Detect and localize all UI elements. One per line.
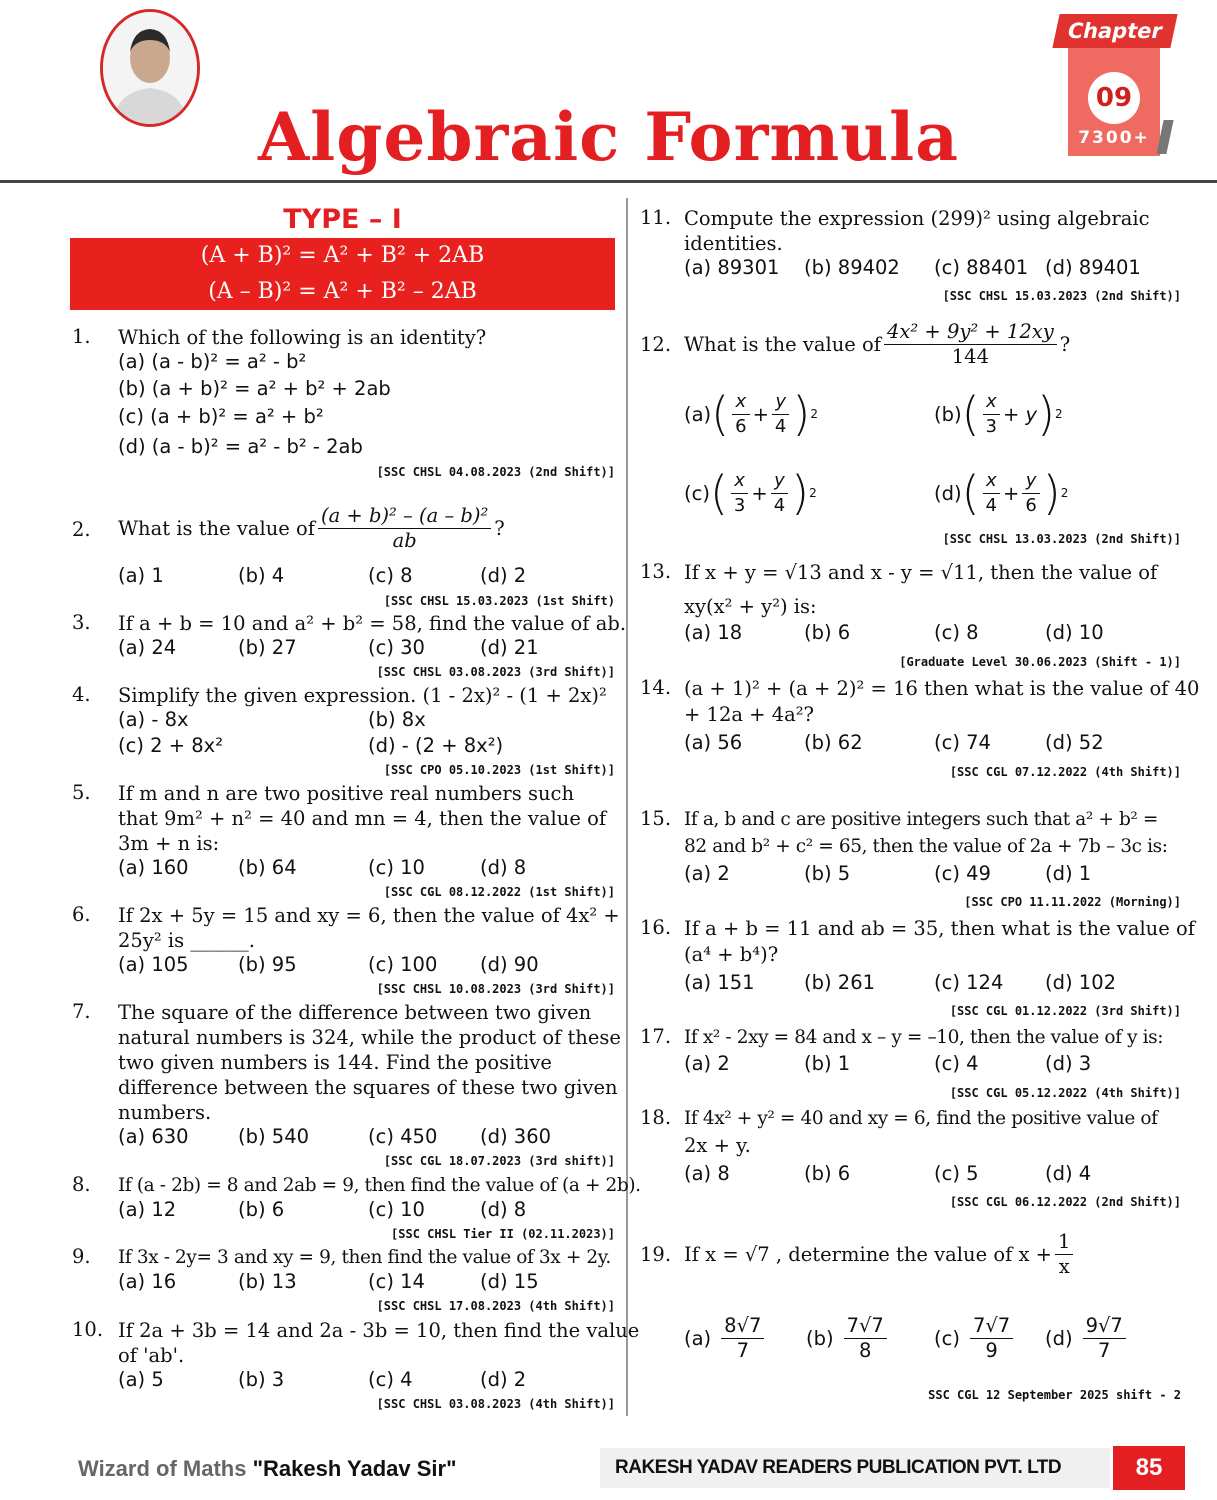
numerator: y — [772, 390, 789, 415]
question-text: that 9m² + n² = 40 and mn = 4, then the value of — [118, 807, 607, 830]
option-c — [934, 1310, 1016, 1366]
numerator: 7√7 — [844, 1314, 887, 1339]
question-prefix: What is the value of — [118, 516, 315, 540]
plus-sign: + — [751, 481, 768, 505]
denominator: 4 — [774, 415, 787, 437]
type-heading: TYPE – I — [283, 204, 402, 235]
exam-source: [SSC CGL 05.12.2022 (4th Shift)] — [949, 1086, 1181, 1100]
exponent: 2 — [1060, 486, 1069, 500]
exam-source: [SSC CHSL 17.08.2023 (4th Shift)] — [376, 1299, 615, 1313]
option-d — [934, 464, 1068, 522]
option-a: (a) 8 — [684, 1162, 730, 1185]
question-text: If m and n are two positive real numbers such — [118, 782, 575, 805]
option-c: (c) 8 — [934, 621, 979, 644]
question-text: If 2a + 3b = 14 and 2a - 3b = 10, then find the value — [118, 1319, 640, 1342]
question-count: 7300+ — [1078, 128, 1150, 148]
numerator: x — [983, 469, 1000, 494]
option-b: (b) 95 — [238, 953, 297, 976]
exam-source: [SSC CHSL 04.08.2023 (2nd Shift)] — [376, 465, 615, 479]
question-text: If (a - 2b) = 8 and 2ab = 9, then find the value of (a + 2b). — [118, 1175, 641, 1196]
question-text: + 12a + 4a²? — [684, 703, 815, 726]
numerator: 9√7 — [1083, 1314, 1126, 1339]
question-text: Simplify the given expression. (1 - 2x)² - (1 + 2x)² — [118, 684, 607, 707]
option-c: (c) 10 — [368, 1198, 425, 1221]
question-prefix: If x = √7 , determine the value of x + — [684, 1242, 1053, 1266]
option-d: (d) 2 — [480, 1368, 527, 1391]
question-text: (a + 1)² + (a + 2)² = 16 then what is the value of 40 — [684, 677, 1200, 700]
question-text: 25y² is ______. — [118, 929, 255, 952]
fraction — [983, 469, 1000, 518]
left-paren: ( — [711, 387, 730, 441]
option-b: (b) 6 — [804, 621, 851, 644]
numerator: 8√7 — [721, 1314, 764, 1339]
option-d: (d) 89401 — [1045, 256, 1141, 279]
question-text: (a⁴ + b⁴)? — [684, 943, 779, 966]
question-suffix: ? — [494, 516, 505, 540]
option-a: (a) 630 — [118, 1125, 189, 1148]
fraction — [1083, 1314, 1126, 1363]
footer-author: "Rakesh Yadav Sir" — [252, 1456, 457, 1481]
option-c: (c) 8 — [368, 564, 413, 587]
fraction — [1055, 1230, 1073, 1279]
numerator: 7√7 — [970, 1314, 1013, 1339]
exam-source: [SSC CGL 06.12.2022 (2nd Shift)] — [949, 1195, 1181, 1209]
option-a: (a) - 8x — [118, 708, 189, 731]
exam-source: [SSC CHSL 03.08.2023 (4th Shift)] — [376, 1397, 615, 1411]
question-text: 82 and b² + c² = 65, then the value of 2a + 7b – 3c is: — [684, 836, 1168, 857]
option-a: (a) 1 — [118, 564, 164, 587]
formula-line: (A – B)² = A² + B² – 2AB — [208, 279, 477, 304]
question-text: If a, b and c are positive integers such that a² + b² = — [684, 809, 1159, 830]
column-divider — [626, 198, 628, 1416]
question-text: natural numbers is 324, while the product of these — [118, 1026, 621, 1049]
option-d: (d) 10 — [1045, 621, 1104, 644]
option-a: (a) 151 — [684, 971, 755, 994]
question-prefix: What is the value of — [684, 332, 881, 356]
option-b: (b) 27 — [238, 636, 297, 659]
question-number: 17. — [640, 1025, 672, 1048]
right-paren: ) — [791, 466, 810, 520]
exam-source: [SSC CGL 08.12.2022 (1st Shift)] — [383, 885, 615, 899]
option-c: (c) 10 — [368, 856, 425, 879]
question-number: 5. — [72, 781, 91, 804]
fraction — [732, 390, 749, 439]
chapter-label: Chapter — [1052, 14, 1177, 48]
option-d: (d) 360 — [480, 1125, 552, 1148]
option-d: (d) 15 — [480, 1270, 539, 1293]
publisher-name: RAKESH YADAV READERS PUBLICATION PVT. LTD — [615, 1457, 1062, 1478]
exam-source: [SSC CHSL 03.08.2023 (3rd Shift)] — [376, 665, 615, 679]
option-b — [934, 385, 1063, 443]
option-a: (a) 18 — [684, 621, 743, 644]
exam-source: [SSC CPO 11.11.2022 (Morning)] — [964, 895, 1181, 909]
option-b: (b) (a + b)² = a² + b² + 2ab — [118, 377, 391, 400]
numerator: (a + b)² – (a – b)² — [318, 504, 491, 529]
right-paren: ) — [792, 387, 811, 441]
option-c: (c) 2 + 8x² — [118, 734, 224, 757]
question-number: 18. — [640, 1106, 672, 1129]
option-d: (d) 4 — [1045, 1162, 1092, 1185]
fraction — [771, 469, 788, 518]
left-paren: ( — [709, 466, 728, 520]
denominator: 3 — [733, 494, 746, 516]
denominator: 6 — [735, 415, 747, 437]
denominator: x — [1058, 1254, 1070, 1278]
option-c: (c) 30 — [368, 636, 425, 659]
header-divider — [0, 180, 1217, 183]
footer-prefix: Wizard of Maths — [78, 1456, 247, 1481]
option-b — [806, 1310, 890, 1366]
option-b: (b) 62 — [804, 731, 863, 754]
question-text: of 'ab'. — [118, 1344, 185, 1367]
denominator: 7 — [736, 1338, 749, 1362]
option-a: (a) 12 — [118, 1198, 177, 1221]
question-number: 13. — [640, 560, 672, 583]
option-d: (d) 90 — [480, 953, 539, 976]
question-text: Compute the expression (299)² using algebraic — [684, 207, 1150, 230]
question-text: If 4x² + y² = 40 and xy = 6, find the positive value of — [684, 1108, 1158, 1129]
question-number: 2. — [72, 518, 91, 541]
exam-source: [Graduate Level 30.06.2023 (Shift - 1)] — [899, 655, 1181, 669]
denominator: 3 — [985, 415, 997, 437]
right-paren: ) — [1037, 387, 1056, 441]
option-c: (c) 100 — [368, 953, 438, 976]
question-text: If a + b = 10 and a² + b² = 58, find the value of ab. — [118, 612, 627, 635]
footer-brand — [78, 1456, 457, 1482]
exam-source: [SSC CHSL 15.03.2023 (1st Shift) — [383, 594, 615, 608]
option-c: (c) 88401 — [934, 256, 1029, 279]
option-a: (a) 89301 — [684, 256, 780, 279]
option-c: (c) 4 — [368, 1368, 413, 1391]
option-b: (b) 261 — [804, 971, 876, 994]
option-label: (c) — [934, 1326, 960, 1350]
option-b: (b) 64 — [238, 856, 297, 879]
option-c: (c) 4 — [934, 1052, 979, 1075]
formula-banner — [70, 238, 615, 310]
option-a: (a) 16 — [118, 1270, 177, 1293]
option-label: (b) — [934, 402, 962, 426]
option-c: (c) 5 — [934, 1162, 979, 1185]
plus-sign: + — [1003, 481, 1020, 505]
option-a: (a) 2 — [684, 1052, 730, 1075]
question-number: 19. — [640, 1243, 672, 1266]
option-b: (b) 6 — [238, 1198, 285, 1221]
option-a: (a) 24 — [118, 636, 177, 659]
question-text: If x² - 2xy = 84 and x – y = –10, then the value of y is: — [684, 1027, 1164, 1048]
option-d: (d) 8 — [480, 1198, 527, 1221]
option-a: (a) 56 — [684, 731, 743, 754]
exam-source: [SSC CGL 01.12.2022 (3rd Shift)] — [949, 1004, 1181, 1018]
option-label: (c) — [684, 481, 710, 505]
question-text: 3m + n is: — [118, 832, 220, 855]
denominator: 7 — [1098, 1338, 1111, 1362]
option-label: (a) — [684, 402, 712, 426]
exam-source: SSC CGL 12 September 2025 shift - 2 — [928, 1388, 1181, 1402]
question-number: 1. — [72, 325, 91, 348]
denominator: 9 — [985, 1338, 998, 1362]
option-label: (a) — [684, 1326, 712, 1350]
option-b: (b) 3 — [238, 1368, 285, 1391]
option-d — [1045, 1310, 1129, 1366]
option-c — [684, 464, 817, 522]
numerator: x — [983, 390, 1000, 415]
numerator: 4x² + 9y² + 12xy — [884, 320, 1057, 345]
question-text: 2x + y. — [684, 1134, 751, 1157]
question-text: If a + b = 11 and ab = 35, then what is the value of — [684, 917, 1195, 940]
option-b: (b) 13 — [238, 1270, 297, 1293]
question-text — [684, 314, 1070, 374]
fraction — [731, 469, 748, 518]
numerator: 1 — [1055, 1230, 1073, 1255]
question-text: two given numbers is 144. Find the positive — [118, 1051, 552, 1074]
exam-source: [SSC CHSL 13.03.2023 (2nd Shift)] — [942, 532, 1181, 546]
exam-source: [SSC CPO 05.10.2023 (1st Shift)] — [383, 763, 615, 777]
option-c: (c) 450 — [368, 1125, 438, 1148]
fraction — [772, 390, 789, 439]
question-number: 10. — [72, 1318, 104, 1341]
option-b: (b) 1 — [804, 1052, 851, 1075]
numerator: y — [771, 469, 788, 494]
question-text: numbers. — [118, 1101, 212, 1124]
option-b: (b) 5 — [804, 862, 851, 885]
question-text: difference between the squares of these two given — [118, 1076, 618, 1099]
question-number: 6. — [72, 903, 91, 926]
option-d: (d) 1 — [1045, 862, 1092, 885]
denominator: 6 — [1025, 494, 1037, 516]
question-text — [684, 1224, 1076, 1284]
option-a: (a) 2 — [684, 862, 730, 885]
term: + y — [1003, 402, 1038, 426]
page-title: Algebraic Formula — [257, 98, 960, 176]
question-text — [118, 497, 505, 559]
plus-sign: + — [752, 402, 769, 426]
numerator: y — [1022, 469, 1039, 494]
fraction — [318, 504, 491, 553]
option-c: (c) 49 — [934, 862, 991, 885]
option-b: (b) 89402 — [804, 256, 900, 279]
option-c: (c) 74 — [934, 731, 991, 754]
exam-source: [SSC CHSL 15.03.2023 (2nd Shift)] — [942, 289, 1181, 303]
option-d: (d) 3 — [1045, 1052, 1092, 1075]
question-text: xy(x² + y²) is: — [684, 595, 817, 618]
question-number: 16. — [640, 916, 672, 939]
option-d: (d) 102 — [1045, 971, 1117, 994]
question-number: 3. — [72, 611, 91, 634]
option-label: (d) — [934, 481, 962, 505]
option-a: (a) (a - b)² = a² - b² — [118, 350, 307, 373]
option-a: (a) 5 — [118, 1368, 164, 1391]
left-paren: ( — [961, 387, 980, 441]
exam-source: [SSC CGL 07.12.2022 (4th Shift)] — [949, 765, 1181, 779]
question-number: 11. — [640, 206, 672, 229]
question-text: If x + y = √13 and x - y = √11, then the value of — [684, 561, 1158, 584]
option-a: (a) 160 — [118, 856, 189, 879]
question-number: 4. — [72, 683, 91, 706]
option-label: (b) — [806, 1326, 834, 1350]
question-suffix: ? — [1059, 332, 1071, 356]
option-b: (b) 4 — [238, 564, 285, 587]
question-number: 12. — [640, 333, 672, 356]
option-a: (a) 105 — [118, 953, 189, 976]
option-c: (c) 14 — [368, 1270, 425, 1293]
formula-line: (A + B)² = A² + B² + 2AB — [200, 243, 485, 268]
question-text: The square of the difference between two given — [118, 1001, 592, 1024]
question-number: 14. — [640, 676, 672, 699]
right-paren: ) — [1042, 466, 1061, 520]
chapter-number: 09 — [1088, 72, 1140, 124]
denominator: 4 — [985, 494, 997, 516]
exponent: 2 — [810, 407, 818, 421]
option-c: (c) 124 — [934, 971, 1004, 994]
option-label: (d) — [1045, 1326, 1073, 1350]
option-b: (b) 8x — [368, 708, 426, 731]
option-d: (d) 8 — [480, 856, 527, 879]
page-number: 85 — [1113, 1446, 1185, 1490]
fraction — [1022, 469, 1039, 518]
left-paren: ( — [961, 466, 980, 520]
option-a — [684, 1310, 767, 1366]
exam-source: [SSC CHSL 10.08.2023 (3rd Shift)] — [376, 982, 615, 996]
option-a — [684, 385, 818, 443]
option-d: (d) 21 — [480, 636, 539, 659]
option-d: (d) 2 — [480, 564, 527, 587]
option-d: (d) - (2 + 8x²) — [368, 734, 504, 757]
option-d: (d) 52 — [1045, 731, 1104, 754]
fraction — [721, 1314, 764, 1363]
question-text: If 3x - 2y= 3 and xy = 9, then find the value of 3x + 2y. — [118, 1247, 611, 1268]
question-text: If 2x + 5y = 15 and xy = 6, then the value of 4x² + — [118, 904, 620, 927]
exponent: 2 — [1055, 407, 1063, 421]
fraction — [983, 390, 1000, 439]
fraction — [844, 1314, 887, 1363]
question-number: 15. — [640, 807, 672, 830]
exam-source: [SSC CGL 18.07.2023 (3rd shift)] — [383, 1154, 615, 1168]
exam-source: [SSC CHSL Tier II (02.11.2023)] — [391, 1227, 615, 1241]
question-number: 7. — [72, 1000, 91, 1023]
option-b: (b) 6 — [804, 1162, 851, 1185]
denominator: ab — [392, 528, 417, 552]
denominator: 144 — [951, 344, 989, 368]
exponent: 2 — [809, 486, 817, 500]
numerator: x — [731, 469, 748, 494]
question-number: 8. — [72, 1173, 91, 1196]
fraction — [970, 1314, 1013, 1363]
denominator: 4 — [773, 494, 786, 516]
option-b: (b) 540 — [238, 1125, 310, 1148]
question-text: identities. — [684, 232, 783, 255]
option-d: (d) (a - b)² = a² - b² - 2ab — [118, 435, 363, 458]
option-c: (c) (a + b)² = a² + b² — [118, 405, 324, 428]
numerator: x — [732, 390, 749, 415]
question-number: 9. — [72, 1245, 91, 1268]
question-text: Which of the following is an identity? — [118, 326, 487, 349]
fraction — [884, 320, 1057, 369]
denominator: 8 — [859, 1338, 872, 1362]
